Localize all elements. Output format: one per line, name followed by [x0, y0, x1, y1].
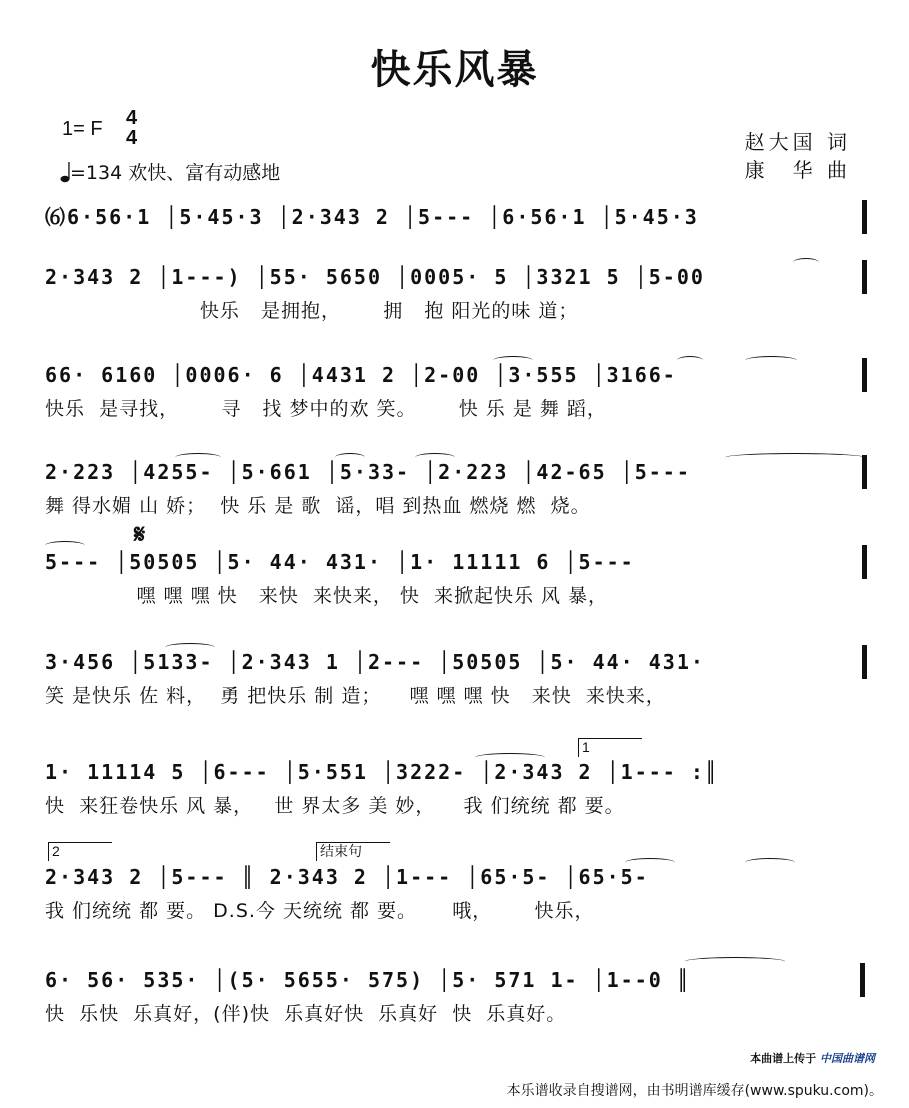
- song-title: 快乐风暴: [370, 47, 539, 93]
- tie-mark: [335, 453, 365, 462]
- lyrics-line: 快 乐快 乐真好，(伴)快 乐真好快 乐真好 快 乐真好。: [45, 1003, 567, 1025]
- upload-note-text: 本曲谱上传于: [750, 1052, 817, 1065]
- tempo-marking: [60, 158, 280, 185]
- time-signature-top: 4: [126, 107, 138, 129]
- tie-mark: [493, 356, 533, 365]
- barline-end: [862, 455, 867, 489]
- lyricist-credit: 赵大国 词: [744, 130, 851, 154]
- tie-mark: [677, 356, 703, 365]
- tie-mark: [625, 858, 675, 867]
- time-signature-bottom: 4: [126, 127, 138, 149]
- lyrics-line: 嘿 嘿 嘿 快 来快 来快来， 快 来掀起快乐 风 暴，: [45, 585, 609, 607]
- lyrics-line: 快 来狂卷快乐 风 暴， 世 界太多 美 妙， 我 们统统 都 要。: [45, 795, 625, 817]
- tie-mark: [745, 858, 795, 867]
- tie-mark: [165, 643, 215, 652]
- composer-credit: 康 华 曲: [744, 158, 851, 182]
- notes-line: 5--- │50505 │5· 44· 431· │1· 11111 6 │5---: [45, 550, 635, 574]
- barline-end: [862, 545, 867, 579]
- notes-line: 66· 6160 │0006· 6 │4431 2 │2-00 │3·555 │3166-: [45, 363, 677, 387]
- notes-line: 2·343 2 │1---) │55· 5650 │0005· 5 │3321 5 │5-00: [45, 265, 705, 289]
- tie-mark: [45, 541, 85, 550]
- notes-line: 1· 11114 5 │6--- │5·551 │3222- │2·343 2 │1--- :║: [45, 760, 719, 784]
- barline-end: [862, 358, 867, 392]
- lyrics-line: 快乐 是拥抱， 拥 抱 阳光的味 道；: [45, 300, 579, 322]
- notes-line: 2·343 2 │5--- ║ 2·343 2 │1--- │65·5- │65·5-: [45, 865, 649, 889]
- barline-end: [860, 963, 865, 997]
- site-logo: 中国曲谱网: [820, 1052, 875, 1065]
- tie-mark: [685, 957, 785, 966]
- time-signature: [126, 108, 137, 148]
- tie-mark: [745, 356, 797, 365]
- tie-mark: [475, 753, 545, 762]
- tie-mark: [415, 453, 455, 462]
- tie-mark: [725, 453, 865, 462]
- notes-line: ⑹6·56·1 │5·45·3 │2·343 2 │5--- │6·56·1 │5·45·3: [45, 205, 699, 229]
- ending-label: 结束句: [316, 842, 390, 861]
- volta-bracket-1: 1: [578, 738, 642, 757]
- upload-note: [750, 1050, 875, 1066]
- notes-line: 3·456 │5133- │2·343 1 │2--- │50505 │5· 44· 431·: [45, 650, 705, 674]
- volta-bracket-2: 2: [48, 842, 112, 861]
- tie-mark: [175, 453, 221, 462]
- notes-line: 6· 56· 535· │(5· 5655· 575) │5· 571 1- │1--0 ║: [45, 968, 691, 992]
- segno-sign: 𝄋: [134, 520, 146, 550]
- lyrics-line: 笑 是快乐 佐 料， 勇 把快乐 制 造； 嘿 嘿 嘿 快 来快 来快来，: [45, 685, 666, 707]
- lyrics-line: 舞 得水媚 山 娇； 快 乐 是 歌 谣，唱 到热血 燃烧 燃 烧。: [45, 495, 591, 517]
- barline-end: [862, 645, 867, 679]
- tie-mark: [793, 258, 819, 267]
- source-note: 本乐谱收录自搜谱网，由书明谱库缓存(www.spuku.com)。: [506, 1083, 883, 1099]
- quarter-note-icon: [60, 161, 70, 183]
- tempo-text: =134 欢快、富有动感地: [70, 162, 281, 184]
- barline-end: [862, 260, 867, 294]
- key-signature: 1= F: [62, 118, 103, 140]
- lyrics-line: 快乐 是寻找， 寻 找 梦中的欢 笑。 快 乐 是 舞 蹈，: [45, 398, 607, 420]
- lyrics-line: 我 们统统 都 要。 D.S.今 天统统 都 要。 哦， 快乐，: [45, 900, 595, 922]
- notes-line: 2·223 │4255- │5·661 │5·33- │2·223 │42-65 │5---: [45, 460, 691, 484]
- barline-end: [862, 200, 867, 234]
